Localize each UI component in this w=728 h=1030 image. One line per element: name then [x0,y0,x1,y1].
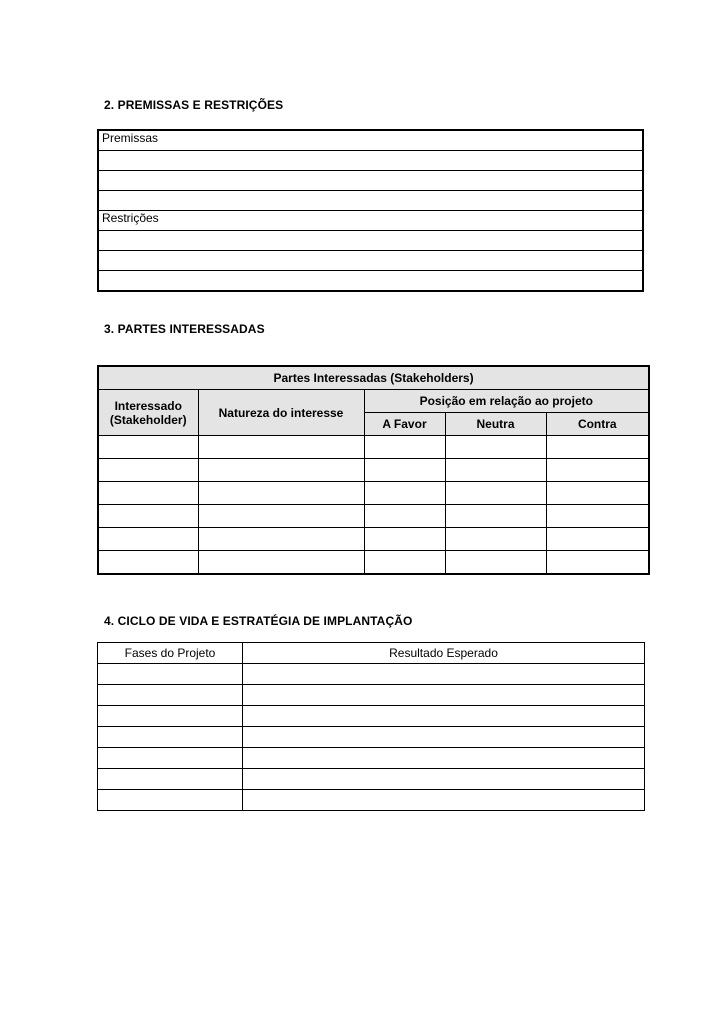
col-posicao-header: Posição em relação ao projeto [364,390,649,413]
cell[interactable] [243,790,645,811]
table-row [98,505,649,528]
cell[interactable] [198,459,364,482]
cell[interactable] [198,505,364,528]
table-row [98,482,649,505]
col-favor-header: A Favor [364,413,445,436]
cell[interactable] [98,459,198,482]
section-3-heading: 3. PARTES INTERESSADAS [104,322,265,336]
table-row [98,790,645,811]
cell[interactable] [445,528,546,551]
col-resultado-header: Resultado Esperado [243,643,645,664]
cell[interactable] [198,482,364,505]
cell[interactable] [98,482,198,505]
cell[interactable] [243,727,645,748]
cell[interactable] [445,505,546,528]
cell[interactable] [98,551,198,575]
section-2-heading: 2. PREMISSAS E RESTRIÇÕES [104,98,284,112]
cell[interactable] [364,482,445,505]
cell[interactable] [243,685,645,706]
restricoes-row[interactable] [98,231,643,251]
cell[interactable] [546,528,649,551]
section-4-heading: 4. CICLO DE VIDA E ESTRATÉGIA DE IMPLANTAÇÃO [104,614,413,628]
cell[interactable] [546,551,649,575]
table-row [98,664,645,685]
restricoes-row[interactable] [98,271,643,292]
premissas-row[interactable] [98,191,643,211]
ciclo-de-vida-table [97,642,645,811]
cell[interactable] [98,685,243,706]
cell[interactable] [364,459,445,482]
cell[interactable] [546,459,649,482]
cell[interactable] [243,664,645,685]
premissas-label: Premissas [98,130,643,151]
col-neutra-header: Neutra [445,413,546,436]
cell[interactable] [98,436,198,459]
premissas-row[interactable] [98,151,643,171]
cell[interactable] [198,551,364,575]
cell[interactable] [546,505,649,528]
cell[interactable] [198,436,364,459]
cell[interactable] [243,706,645,727]
cell[interactable] [98,528,198,551]
cell[interactable] [243,769,645,790]
cell[interactable] [98,769,243,790]
table-row [98,769,645,790]
restricoes-label: Restrições [98,211,643,231]
cell[interactable] [364,551,445,575]
cell[interactable] [98,664,243,685]
cell[interactable] [445,459,546,482]
cell[interactable] [445,436,546,459]
cell[interactable] [546,436,649,459]
table-row [98,748,645,769]
table-row [98,727,645,748]
premissas-restricoes-table [97,129,644,292]
cell[interactable] [98,790,243,811]
table-row [98,459,649,482]
col-natureza-header: Natureza do interesse [198,390,364,436]
cell[interactable] [243,748,645,769]
cell[interactable] [98,505,198,528]
table-row [98,706,645,727]
cell[interactable] [364,528,445,551]
cell[interactable] [98,706,243,727]
stakeholders-table [97,365,650,575]
stakeholders-table-title: Partes Interessadas (Stakeholders) [98,366,649,390]
cell[interactable] [364,436,445,459]
cell[interactable] [445,551,546,575]
col-contra-header: Contra [546,413,649,436]
cell[interactable] [98,727,243,748]
premissas-row[interactable] [98,171,643,191]
cell[interactable] [445,482,546,505]
cell[interactable] [98,748,243,769]
restricoes-row[interactable] [98,251,643,271]
table-row [98,436,649,459]
col-interessado-header: Interessado (Stakeholder) [98,390,198,436]
cell[interactable] [364,505,445,528]
table-row [98,551,649,575]
table-row [98,528,649,551]
cell[interactable] [546,482,649,505]
table-row [98,685,645,706]
cell[interactable] [198,528,364,551]
col-fases-header: Fases do Projeto [98,643,243,664]
